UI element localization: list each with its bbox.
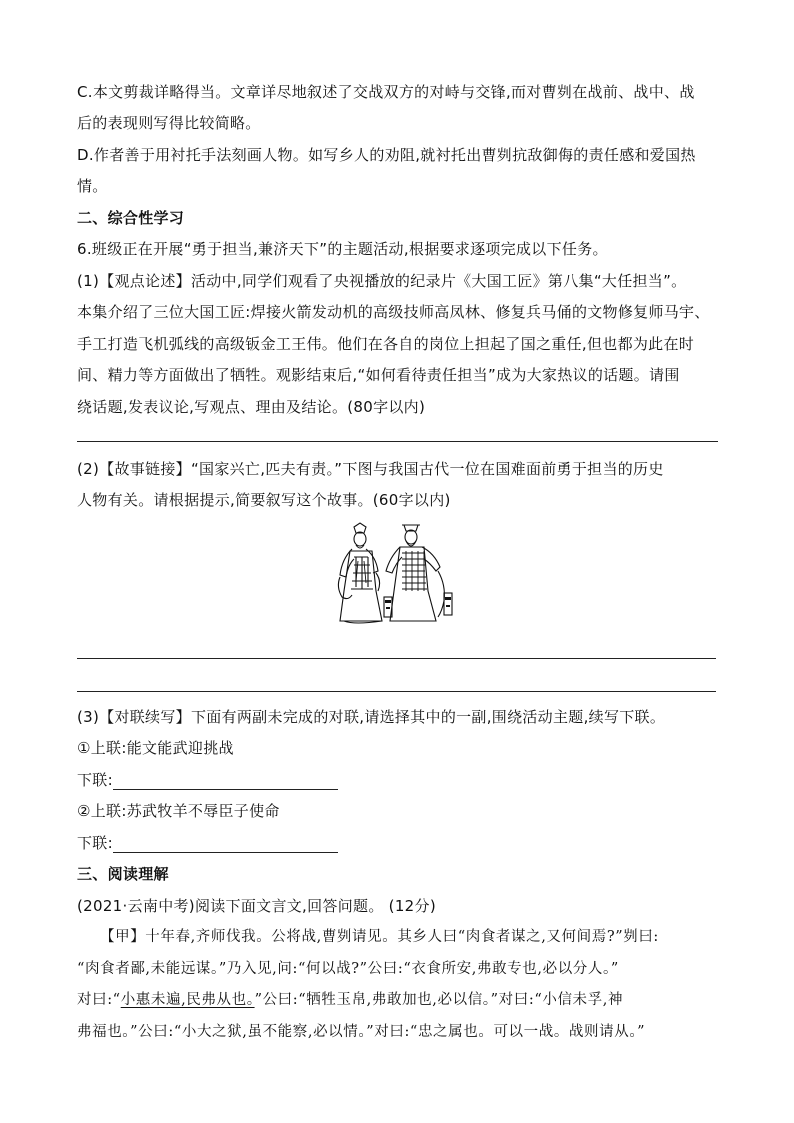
option-c-line2: 后的表现则写得比较简略。 (77, 114, 261, 132)
classical-text-line1: 【甲】十年春,齐师伐我。公将战,曹刿请见。其乡人曰“肉食者谋之,又何间焉?”刿曰: (100, 929, 659, 945)
couplet-2-upper: ②上联:苏武牧羊不辱臣子使命 (77, 802, 280, 820)
section-heading-comprehensive: 二、综合性学习 (77, 209, 185, 227)
underlined-sentence: 小惠未遍,民弗从也。 (120, 992, 255, 1008)
task-1-line2: 本集介绍了三位大国工匠:焊接火箭发动机的高级技师高凤林、修复兵马俑的文物修复师马宇、 (77, 303, 710, 321)
couplet-1-lower-label: 下联: (77, 771, 113, 789)
task-3: (3)【对联续写】下面有两副未完成的对联,请选择其中的一副,围绕活动主题,续写下联。 (77, 708, 666, 726)
task-1-line3: 手工打造飞机弧线的高级钣金工王伟。他们在各自的岗位上担起了国之重任,但也都为此在时 (77, 335, 695, 353)
historical-figures-illustration (326, 517, 466, 629)
classical-text-line3-start: 对曰:“ (77, 992, 121, 1008)
classical-text-line3-end: ”公曰:“牺牲玉帛,弗敢加也,必以信。”对曰:“小信未孚,神 (254, 992, 624, 1008)
couplet-1-lower-row (77, 770, 338, 790)
task-2-line2: 人物有关。请根据提示,简要叙写这个故事。(60字以内) (77, 491, 451, 509)
task-1-line4: 间、精力等方面做出了牺牲。观影结束后,“如何看待责任担当”成为大家热议的话题。请围 (77, 366, 680, 384)
couplet-1-lower-blank[interactable] (113, 773, 338, 790)
couplet-2-lower-blank[interactable] (113, 836, 338, 853)
answer-line-task2a[interactable] (77, 658, 716, 659)
answer-line-task2b[interactable] (77, 691, 716, 692)
option-c-line1: C.本文剪裁详略得当。文章详尽地叙述了交战双方的对峙与交锋,而对曹刿在战前、战中、战 (77, 83, 695, 101)
task-2-line1: (2)【故事链接】“国家兴亡,匹夫有责。”下图与我国古代一位在国难面前勇于担当的历史 (77, 460, 664, 478)
option-d-line1: D.作者善于用衬托手法刻画人物。如写乡人的劝阻,就衬托出曹刿抗敌御侮的责任感和爱国热 (77, 146, 696, 164)
section-heading-reading: 三、阅读理解 (77, 865, 169, 883)
reading-source: (2021·云南中考)阅读下面文言文,回答问题。 (12分) (77, 897, 436, 915)
classical-text-line2: “肉食者鄙,未能远谋。”乃入见,问:“何以战?”公曰:“衣食所安,弗敢专也,必以分人。” (77, 961, 619, 977)
task-1-line1: (1)【观点论述】活动中,同学们观看了央视播放的纪录片《大国工匠》第八集“大任担当”。 (77, 272, 687, 290)
classical-text-line4: 弗福也。”公曰:“小大之狱,虽不能察,必以情。”对曰:“忠之属也。可以一战。战则请从。” (77, 1024, 646, 1040)
task-1-line5: 绕话题,发表议论,写观点、理由及结论。(80字以内) (77, 398, 426, 416)
classical-text-line3 (77, 990, 623, 1010)
couplet-1-upper: ①上联:能文能武迎挑战 (77, 739, 234, 757)
answer-line-task1[interactable] (77, 441, 718, 442)
couplet-2-lower-label: 下联: (77, 834, 113, 852)
question-6: 6.班级正在开展“勇于担当,兼济天下”的主题活动,根据要求逐项完成以下任务。 (77, 240, 608, 258)
option-d-line2: 情。 (77, 177, 108, 195)
couplet-2-lower-row (77, 833, 338, 853)
